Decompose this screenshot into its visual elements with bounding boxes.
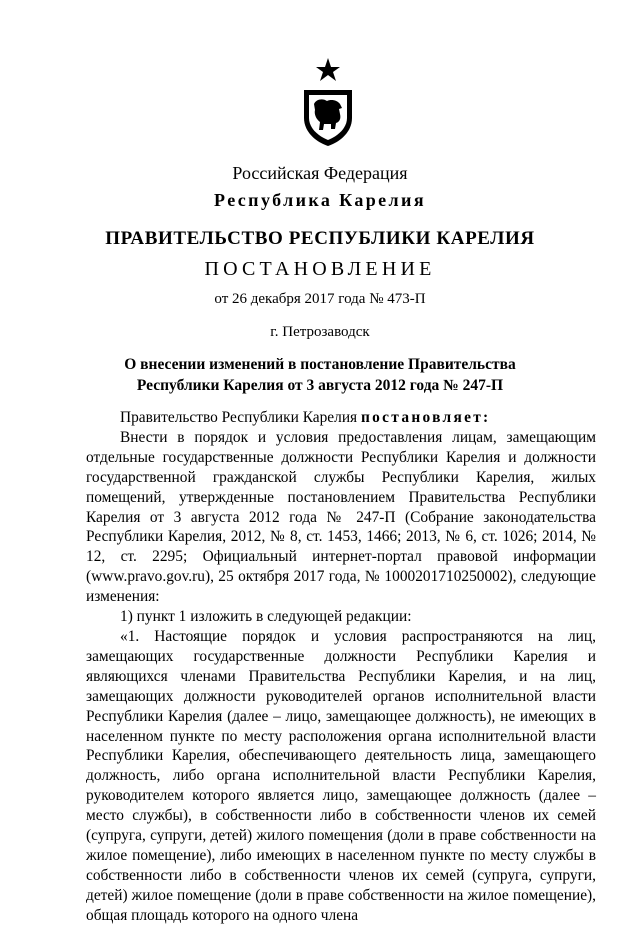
paragraph-new-wording: «1. Настоящие порядок и условия распространяются на лиц, замещающих государственные должности Республики Карелия и являющихся членами Правительства Республики Карелия, и на лиц, замещающих должности руководителей органов исполнительной власти Республики Карелия (далее – лицо, замещающее должность), не имеющих в населенном пункте по месту расположения органа исполнительной власти Республики Карелия, обеспечивающего деятельность лица, замещающего должность, либо органа исполнительной власти Республики Карелия, руководителем которого является лицо, замещающее должность (далее – место службы), в собственности либо в собственности членов их семей (супруга, супруги, детей) жилого помещения (доли в праве собственности на жилое помещение), либо имеющих в населенном пункте по месту службы в собственности либо в собственности членов их семей (супруга, супруги, детей) жилое помещение (доли в праве собственности на жилое помещение), общая площадь которого на одного члена — [86, 627, 596, 924]
karelia-coat-of-arms-icon — [296, 56, 360, 148]
document-type: ПОСТАНОВЛЕНИЕ — [204, 258, 436, 280]
document-title — [0, 354, 640, 396]
country-name: Российская Федерация — [232, 163, 408, 183]
document-city: г. Петрозаводск — [270, 324, 370, 340]
document-date-number: от 26 декабря 2017 года № 473-П — [214, 291, 426, 307]
paragraph-item-1: 1) пункт 1 изложить в следующей редакции: — [120, 608, 412, 626]
paragraph-amendments-intro: Внести в порядок и условия предоставления лицам, замещающим отдельные государственные должности Республики Карелия и должности государственной гражданской службы Республики Карелия, жилых помещений, утвержденные постановлением Правительства Республики Карелия от 3 августа 2012 года № 247-П (Собрание законодательства Республики Карелия, 2012, № 8, ст. 1453, 1466; 2013, № 6, ст. 1026; 2014, № 12, ст. 2295; Официальный интернет-портал правовой информации (www.pravo.gov.ru), 25 октября 2017 года, № 1000201710250002), следующие изменения: — [86, 428, 596, 606]
document-body — [86, 408, 596, 926]
preamble-subject: Правительство Республики Карелия — [120, 409, 361, 426]
title-line-1: О внесении изменений в постановление Правительства — [124, 356, 516, 373]
republic-name: Республика Карелия — [214, 190, 426, 210]
preamble — [86, 408, 596, 428]
preamble-verb: постановляет: — [360, 409, 491, 426]
government-name: ПРАВИТЕЛЬСТВО РЕСПУБЛИКИ КАРЕЛИЯ — [105, 228, 535, 249]
title-line-2: Республики Карелия от 3 августа 2012 года № 247-П — [136, 377, 504, 394]
